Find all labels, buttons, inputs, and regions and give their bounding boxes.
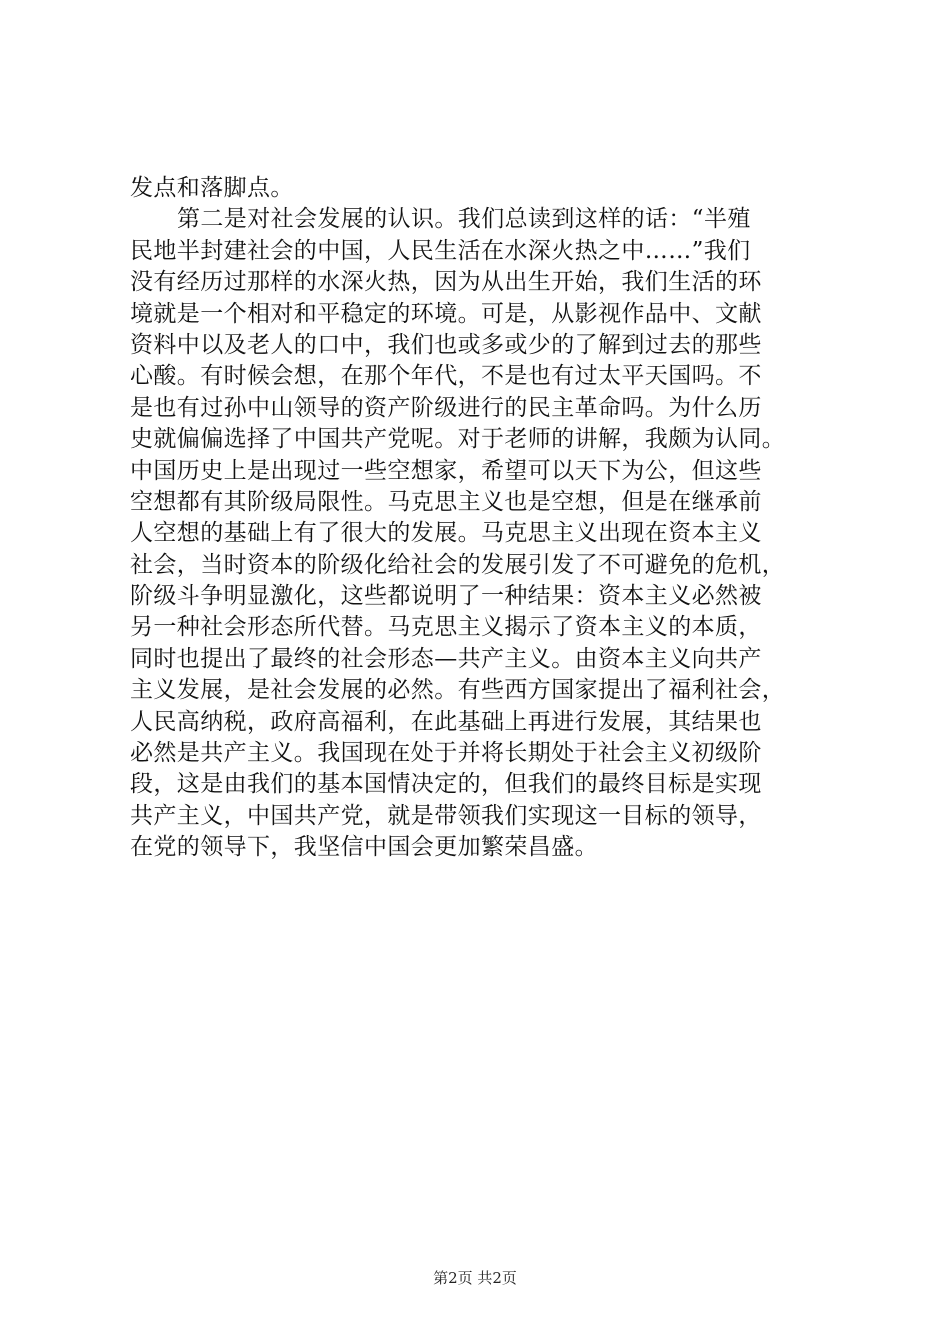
text-line: 人空想的基础上有了很大的发展。马克思主义出现在资本主义 [130, 520, 762, 547]
text-line: 段，这是由我们的基本国情决定的，但我们的最终目标是实现 [130, 771, 762, 798]
text-line: 没有经历过那样的水深火热，因为从出生开始，我们生活的环 [130, 269, 762, 296]
text-line: 人民高纳税，政府高福利，在此基础上再进行发展，其结果也 [130, 708, 762, 735]
text-line: 是也有过孙中山领导的资产阶级进行的民主革命吗。为什么历 [130, 394, 762, 421]
text-line: 主义发展，是社会发展的必然。有些西方国家提出了福利社会， [130, 677, 786, 704]
text-line: 民地半封建社会的中国，人民生活在水深火热之中……”我们 [130, 237, 751, 264]
text-line: 在党的领导下，我坚信中国会更加繁荣昌盛。 [130, 834, 598, 861]
text-line: 阶级斗争明显激化，这些都说明了一种结果：资本主义必然被 [130, 583, 762, 610]
text-line: 发点和落脚点。 [130, 175, 294, 201]
text-line: 中国历史上是出现过一些空想家，希望可以天下为公，但这些 [130, 457, 762, 484]
text-line: 资料中以及老人的口中，我们也或多或少的了解到过去的那些 [130, 331, 762, 358]
text-line: 共产主义，中国共产党，就是带领我们实现这一目标的领导， [130, 802, 762, 829]
page-number-footer: 第2页 共2页 [433, 1269, 517, 1287]
text-line: 另一种社会形态所代替。马克思主义揭示了资本主义的本质， [130, 614, 762, 641]
text-line: 空想都有其阶级局限性。马克思主义也是空想，但是在继承前 [130, 488, 762, 515]
text-line: 同时也提出了最终的社会形态—共产主义。由资本主义向共产 [130, 645, 762, 672]
paragraph-start-line: 第二是对社会发展的认识。我们总读到这样的话：“半殖 [177, 206, 751, 233]
text-line: 境就是一个相对和平稳定的环境。可是，从影视作品中、文献 [130, 300, 762, 327]
text-line: 史就偏偏选择了中国共产党呢。对于老师的讲解，我颇为认同。 [130, 426, 786, 453]
text-line: 社会，当时资本的阶级化给社会的发展引发了不可避免的危机， [130, 551, 786, 578]
body-text [130, 173, 860, 864]
text-line: 必然是共产主义。我国现在处于并将长期处于社会主义初级阶 [130, 740, 762, 767]
text-line: 心酸。有时候会想，在那个年代，不是也有过太平天国吗。不 [130, 363, 762, 390]
